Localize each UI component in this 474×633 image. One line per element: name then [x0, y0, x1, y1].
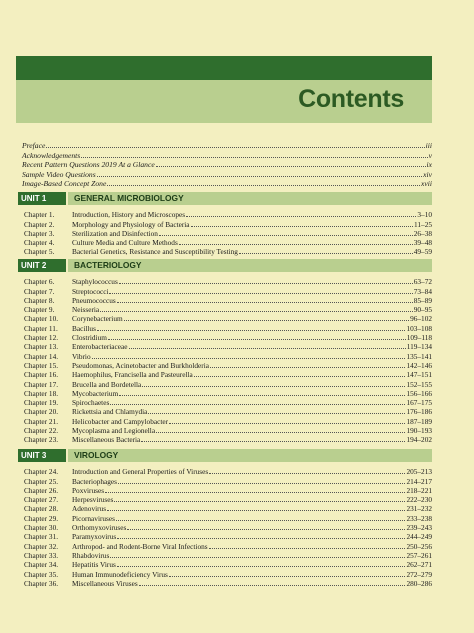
chapter-title: Staphylococcus	[72, 277, 118, 287]
chapter-pages: 280–286	[406, 578, 432, 588]
chapter-title: Human Immunodeficiency Virus	[72, 569, 168, 579]
chapter-title: Spirochaetes	[72, 398, 110, 408]
chapter-pages: 205–213	[406, 467, 432, 477]
entry-page: ix	[426, 160, 432, 170]
unit-header[interactable]	[18, 449, 432, 462]
chapter-title: Orthomyxoviruses	[72, 523, 127, 533]
chapter-title: Sterilization and Disinfection	[72, 228, 158, 238]
chapter-number: Chapter 23.	[24, 435, 59, 445]
chapter-pages: 26–38	[413, 228, 432, 238]
entry-title: Preface	[22, 141, 46, 151]
chapter-pages: 244–249	[406, 532, 432, 542]
chapter-number: Chapter 17.	[24, 379, 59, 389]
front-matter-entry[interactable]	[22, 157, 432, 170]
chapter-title: Streptococci	[72, 286, 109, 296]
chapter-number: Chapter 2.	[24, 219, 55, 229]
chapter-title: Bacterial Genetics, Resistance and Susceptibility Testing	[72, 247, 238, 257]
chapter-title: Enterobacteriaceae	[72, 342, 128, 352]
chapter-title: Introduction and General Properties of Viruses	[72, 467, 209, 477]
chapter-pages: 167–175	[406, 398, 432, 408]
chapter-number: Chapter 6.	[24, 277, 55, 287]
chapter-number: Chapter 30.	[24, 523, 59, 533]
chapter-title: Rhabdovirus	[72, 550, 110, 560]
chapter-pages: 49–59	[413, 247, 432, 257]
dot-leader	[141, 432, 405, 442]
entry-title: Sample Video Questions	[22, 169, 96, 179]
unit-header[interactable]	[18, 259, 432, 272]
entry-title: Recent Pattern Questions 2019 At a Glance	[22, 160, 155, 170]
chapter-pages: 63–72	[413, 277, 432, 287]
chapter-pages: 156–166	[406, 388, 432, 398]
chapter-title: Clostridium	[72, 333, 107, 343]
chapter-title: Vibrio	[72, 351, 91, 361]
chapter-title: Helicobacter and Campylobacter	[72, 416, 169, 426]
chapter-pages: 11–25	[414, 219, 432, 229]
chapter-title: Culture Media and Culture Methods	[72, 238, 178, 248]
chapter-list	[18, 207, 432, 257]
chapter-pages: 250–256	[406, 541, 432, 551]
chapter-number: Chapter 35.	[24, 569, 59, 579]
chapter-title: Mycobacterium	[72, 388, 119, 398]
chapter-title: Haemophilus, Francisella and Pasteurella	[72, 370, 193, 380]
chapter-number: Chapter 9.	[24, 305, 55, 315]
chapter-number: Chapter 12.	[24, 333, 59, 343]
chapter-pages: 85–89	[413, 295, 432, 305]
chapter-number: Chapter 20.	[24, 407, 59, 417]
chapter-pages: 96–102	[410, 314, 432, 324]
chapter-pages: 233–238	[406, 513, 432, 523]
chapter-pages: 262–271	[406, 560, 432, 570]
chapter-pages: 135–141	[406, 351, 432, 361]
chapter-row[interactable]	[18, 207, 432, 220]
chapter-pages: 73–84	[413, 286, 432, 296]
chapter-number: Chapter 15.	[24, 360, 59, 370]
chapter-pages: 147–151	[406, 370, 432, 380]
chapter-title: Rickettsia and Chlamydia	[72, 407, 148, 417]
unit-1-section	[18, 192, 432, 257]
chapter-pages: 119–134	[406, 342, 432, 352]
chapter-title: Miscellaneous Bacteria	[72, 435, 141, 445]
chapter-number: Chapter 29.	[24, 513, 59, 523]
chapter-title: Pseudomonas, Acinetobacter and Burkholderia	[72, 360, 209, 370]
chapter-pages: 214–217	[406, 476, 432, 486]
chapter-number: Chapter 28.	[24, 504, 59, 514]
front-matter-entry[interactable]	[22, 147, 432, 160]
chapter-number: Chapter 11.	[24, 323, 58, 333]
chapter-pages: 194–202	[406, 435, 432, 445]
entry-page: xvii	[421, 178, 432, 188]
unit-2-section	[18, 259, 432, 445]
chapter-number: Chapter 33.	[24, 550, 59, 560]
chapter-title: Miscellaneous Viruses	[72, 578, 138, 588]
chapter-number: Chapter 4.	[24, 238, 55, 248]
chapter-number: Chapter 5.	[24, 247, 55, 257]
chapter-pages: 272–279	[406, 569, 432, 579]
unit-label: UNIT 2	[18, 259, 66, 272]
chapter-pages: 3–10	[417, 210, 432, 220]
chapter-title: Brucella and Bordetella	[72, 379, 142, 389]
chapter-number: Chapter 24.	[24, 467, 59, 477]
chapter-pages: 190–193	[406, 426, 432, 436]
chapter-title: Herpesviruses	[72, 495, 114, 505]
chapter-row[interactable]	[18, 274, 432, 287]
chapter-pages: 109–118	[406, 333, 432, 343]
entry-title: Acknowledgements	[22, 150, 81, 160]
chapter-number: Chapter 8.	[24, 295, 55, 305]
chapter-title: Hepatitis Virus	[72, 560, 116, 570]
chapter-title: Picornaviruses	[72, 513, 115, 523]
chapter-pages: 176–186	[406, 407, 432, 417]
chapter-number: Chapter 16.	[24, 370, 59, 380]
chapter-title: Poxviruses	[72, 485, 105, 495]
chapter-pages: 90–95	[413, 305, 432, 315]
unit-title: GENERAL MICROBIOLOGY	[68, 192, 432, 205]
chapter-title: Morphology and Physiology of Bacteria	[72, 219, 190, 229]
chapter-number: Chapter 32.	[24, 541, 59, 551]
chapter-number: Chapter 34.	[24, 560, 59, 570]
chapter-pages: 187–189	[406, 416, 432, 426]
chapter-row[interactable]	[18, 464, 432, 477]
chapter-pages: 103–108	[406, 323, 432, 333]
chapter-title: Mycoplasma and Legionella	[72, 426, 156, 436]
unit-title: VIROLOGY	[68, 449, 432, 462]
chapter-number: Chapter 25.	[24, 476, 59, 486]
chapter-title: Adenovirus	[72, 504, 107, 514]
unit-3-section	[18, 449, 432, 588]
chapter-title: Neisseria	[72, 305, 100, 315]
chapter-pages: 142–146	[406, 360, 432, 370]
chapter-pages: 218–221	[406, 485, 432, 495]
chapter-number: Chapter 31.	[24, 532, 59, 542]
front-matter-list	[22, 138, 432, 188]
chapter-number: Chapter 22.	[24, 426, 59, 436]
header-bar	[16, 56, 432, 80]
unit-title: BACTERIOLOGY	[68, 259, 432, 272]
chapter-number: Chapter 14.	[24, 351, 59, 361]
chapter-number: Chapter 10.	[24, 314, 59, 324]
chapter-pages: 239–243	[406, 523, 432, 533]
chapter-list	[18, 274, 432, 445]
chapter-pages: 152–155	[406, 379, 432, 389]
chapter-pages: 231–232	[406, 504, 432, 514]
front-matter-entry[interactable]	[22, 138, 432, 151]
chapter-title: Bacteriophages	[72, 476, 117, 486]
chapter-title: Introduction, History and Microscopes	[72, 210, 186, 220]
entry-page: v	[428, 150, 432, 160]
title-band	[16, 80, 432, 123]
chapter-list	[18, 464, 432, 588]
dot-leader	[139, 576, 406, 586]
chapter-title: Arthropod- and Rodent-Borne Viral Infections	[72, 541, 208, 551]
chapter-number: Chapter 36.	[24, 578, 59, 588]
entry-title: Image-Based Concept Zone	[22, 178, 107, 188]
chapter-pages: 257–261	[406, 550, 432, 560]
chapter-number: Chapter 21.	[24, 416, 59, 426]
chapter-pages: 222–230	[406, 495, 432, 505]
chapter-title: Corynebacterium	[72, 314, 123, 324]
dot-leader	[239, 244, 413, 254]
chapter-title: Bacillus	[72, 323, 96, 333]
chapter-number: Chapter 3.	[24, 228, 55, 238]
chapter-title: Paramyxovirus	[72, 532, 117, 542]
chapter-number: Chapter 19.	[24, 398, 59, 408]
unit-header[interactable]	[18, 192, 432, 205]
chapter-pages: 39–48	[413, 238, 432, 248]
unit-label: UNIT 3	[18, 449, 66, 462]
entry-page: xiv	[423, 169, 432, 179]
chapter-number: Chapter 7.	[24, 286, 55, 296]
entry-page: iii	[425, 141, 432, 151]
dot-leader	[107, 176, 420, 186]
chapter-number: Chapter 27.	[24, 495, 59, 505]
chapter-number: Chapter 1.	[24, 210, 55, 220]
page-title: Contents	[298, 85, 404, 113]
chapter-title: Pneumococcus	[72, 295, 116, 305]
chapter-number: Chapter 26.	[24, 485, 59, 495]
chapter-number: Chapter 13.	[24, 342, 59, 352]
chapter-number: Chapter 18.	[24, 388, 59, 398]
unit-label: UNIT 1	[18, 192, 66, 205]
